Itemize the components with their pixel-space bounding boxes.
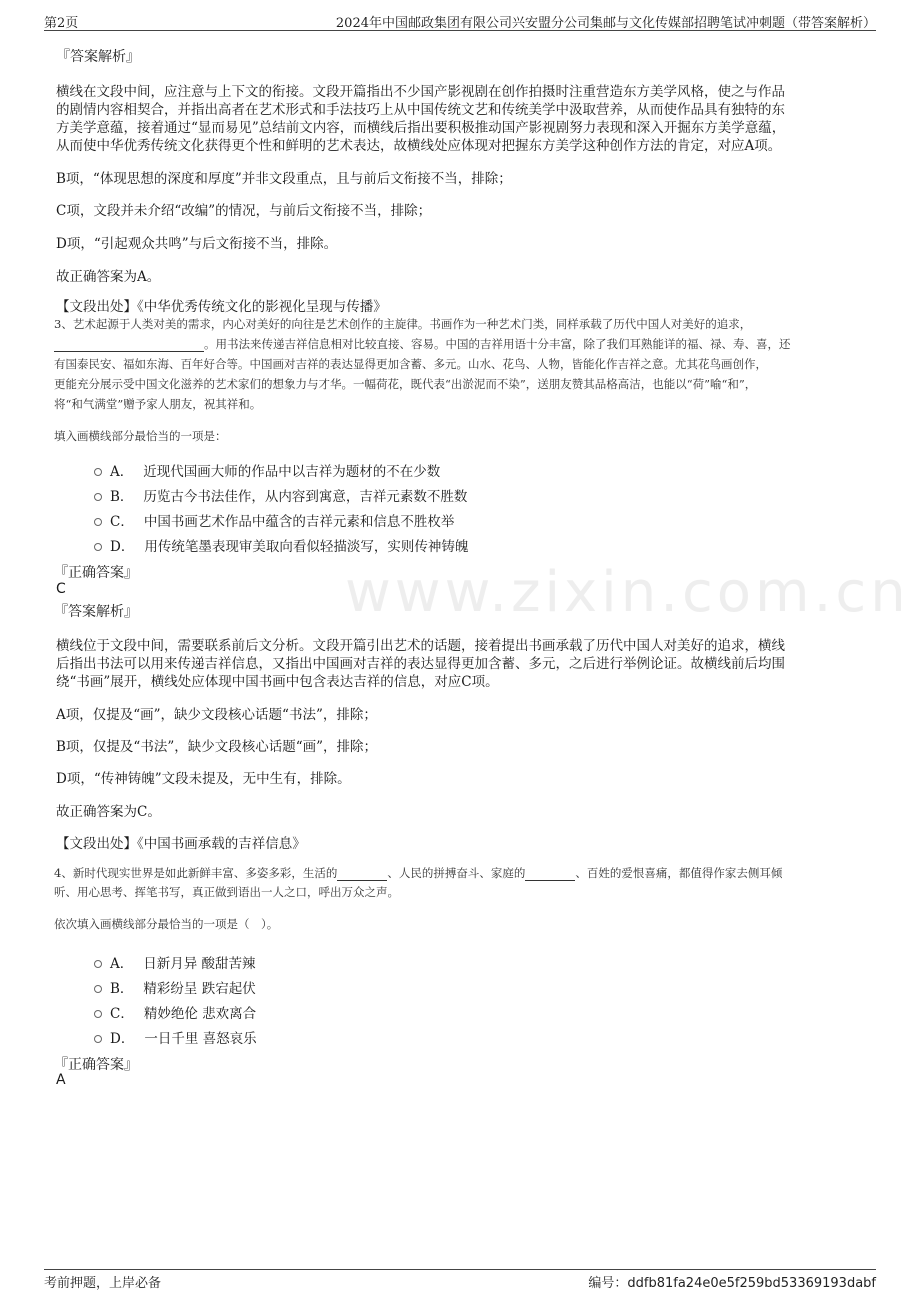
analysis-line: 横线位于文段中间，需要联系前后文分析。文段开篇引出艺术的话题，接着提出书画承载了历代中国人对美好的追求，横线 <box>56 638 785 654</box>
radio-icon[interactable] <box>94 1010 102 1018</box>
watermark: www.zixin.com.cn <box>345 560 910 625</box>
option-a[interactable]: A． 日新月异 酸甜苦辣 <box>94 952 256 972</box>
option-d[interactable]: D． 一日千里 喜怒哀乐 <box>94 1027 257 1047</box>
header-divider <box>44 30 876 31</box>
conclusion: 故正确答案为C。 <box>56 804 161 820</box>
option-c[interactable]: C． 中国书画艺术作品中蕴含的吉祥元素和信息不胜枚举 <box>94 510 454 530</box>
question-3-line: 有国泰民安、福如东海、百年好合等。中国画对吉祥的表达显得更加含蓄、多元。山水、花鸟、人物，皆能化作吉祥之意。尤其花鸟画创作， <box>54 357 767 371</box>
option-c-note: C项，文段并未介绍“改编”的情况，与前后文衔接不当，排除； <box>56 203 432 219</box>
radio-icon[interactable] <box>94 1035 102 1043</box>
analysis-line: 后指出书法可以用来传递吉祥信息，又指出中国画对吉祥的表达显得更加含蓄、多元，之后进行举例论证。故横线前后均围 <box>56 656 785 672</box>
option-b[interactable]: B． 历览古今书法佳作，从内容到寓意，吉祥元素数不胜数 <box>94 485 467 505</box>
fill-blank <box>54 337 204 352</box>
radio-icon[interactable] <box>94 518 102 526</box>
radio-icon[interactable] <box>94 960 102 968</box>
option-d-note: D项，“引起观众共鸣”与后文衔接不当，排除。 <box>56 236 338 252</box>
question-4-line: 4、新时代现实世界是如此新鲜丰富、多姿多彩，生活的 、人民的拼搏奋斗、家庭的 、百姓的爱恨喜痛，都值得作家去侧耳倾 <box>54 866 783 880</box>
document-code: 编号：ddfb81fa24e0e5f259bd53369193dabf <box>588 1276 876 1291</box>
option-b-note: B项，仅提及“书法”，缺少文段核心话题“画”，排除； <box>56 739 378 755</box>
analysis-line: 绕“书画”展开，横线处应体现中国书画中包含表达吉祥的信息，对应C项。 <box>56 674 499 690</box>
document-title: 2024年中国邮政集团有限公司兴安盟分公司集邮与文化传媒部招聘笔试冲刺题（带答案解析） <box>335 16 876 31</box>
question-4-prompt: 依次填入画横线部分最恰当的一项是（ ）。 <box>54 917 279 931</box>
answer-label: 『正确答案』 <box>54 1057 138 1073</box>
question-4-line: 听、用心思考、挥笔书写，真正做到语出一人之口，呼出万众之声。 <box>54 885 399 899</box>
conclusion: 故正确答案为A。 <box>56 269 161 285</box>
question-3-line: 更能充分展示受中国文化滋养的艺术家们的想象力与才华。一幅荷花，既代表“出淤泥而不染”，送朋友赞其品格高洁，也能以“荷”喻“和”， <box>54 377 757 391</box>
analysis-label: 『答案解析』 <box>54 604 138 620</box>
option-c[interactable]: C． 精妙绝伦 悲欢离合 <box>94 1002 256 1022</box>
analysis-line: 方美学意蕴，接着通过“显而易见”总结前文内容，而横线后指出要积极推动国产影视剧努力表现和深入开掘东方美学意蕴， <box>56 120 786 136</box>
fill-blank <box>337 866 387 881</box>
answer-value: A <box>56 1072 66 1088</box>
analysis-line: 的剧情内容相契合，并指出高者在艺术形式和手法技巧上从中国传统文艺和传统美学中汲取营养，从而使作品具有独特的东 <box>56 102 785 118</box>
question-3-line: 3、艺术起源于人类对美的需求，内心对美好的向往是艺术创作的主旋律。书画作为一种艺术门类，同样承载了历代中国人对美好的追求， <box>54 317 752 331</box>
radio-icon[interactable] <box>94 493 102 501</box>
radio-icon[interactable] <box>94 985 102 993</box>
radio-icon[interactable] <box>94 543 102 551</box>
footer-slogan: 考前押题，上岸必备 <box>44 1276 162 1291</box>
option-b-note: B项，“体现思想的深度和厚度”并非文段重点，且与前后文衔接不当，排除； <box>56 171 512 187</box>
option-d-note: D项，“传神铸魄”文段未提及，无中生有，排除。 <box>56 771 351 787</box>
question-3-line: 。用书法来传递吉祥信息相对比较直接、容易。中国的吉祥用语十分丰富，除了我们耳熟能详的福、禄、寿、喜，还 <box>54 336 791 352</box>
question-3-line: 将“和气满堂”赠予家人朋友，祝其祥和。 <box>54 397 262 411</box>
option-a[interactable]: A． 近现代国画大师的作品中以吉祥为题材的不在少数 <box>94 460 440 480</box>
option-d[interactable]: D． 用传统笔墨表现审美取向看似轻描淡写，实则传神铸魄 <box>94 535 468 555</box>
passage-source: 【文段出处】《中国书画承载的吉祥信息》 <box>56 836 306 852</box>
option-a-note: A项，仅提及“画”，缺少文段核心话题“书法”，排除； <box>56 707 377 723</box>
passage-source: 【文段出处】《中华优秀传统文化的影视化呈现与传播》 <box>56 299 387 315</box>
option-b[interactable]: B． 精彩纷呈 跌宕起伏 <box>94 977 256 997</box>
footer-divider <box>44 1269 876 1270</box>
question-3-prompt: 填入画横线部分最恰当的一项是： <box>54 429 227 443</box>
radio-icon[interactable] <box>94 468 102 476</box>
analysis-label: 『答案解析』 <box>56 49 140 65</box>
analysis-line: 横线在文段中间，应注意与上下文的衔接。文段开篇指出不少国产影视剧在创作拍摄时注重营造东方美学风格，使之与作品 <box>56 84 785 100</box>
answer-label: 『正确答案』 <box>54 565 138 581</box>
fill-blank <box>525 866 575 881</box>
analysis-line: 从而使中华优秀传统文化获得更个性和鲜明的艺术表达，故横线处应体现对把握东方美学这种创作方法的肯定，对应A项。 <box>56 138 782 154</box>
answer-value: C <box>56 581 66 597</box>
page-number: 第2页 <box>44 16 79 31</box>
